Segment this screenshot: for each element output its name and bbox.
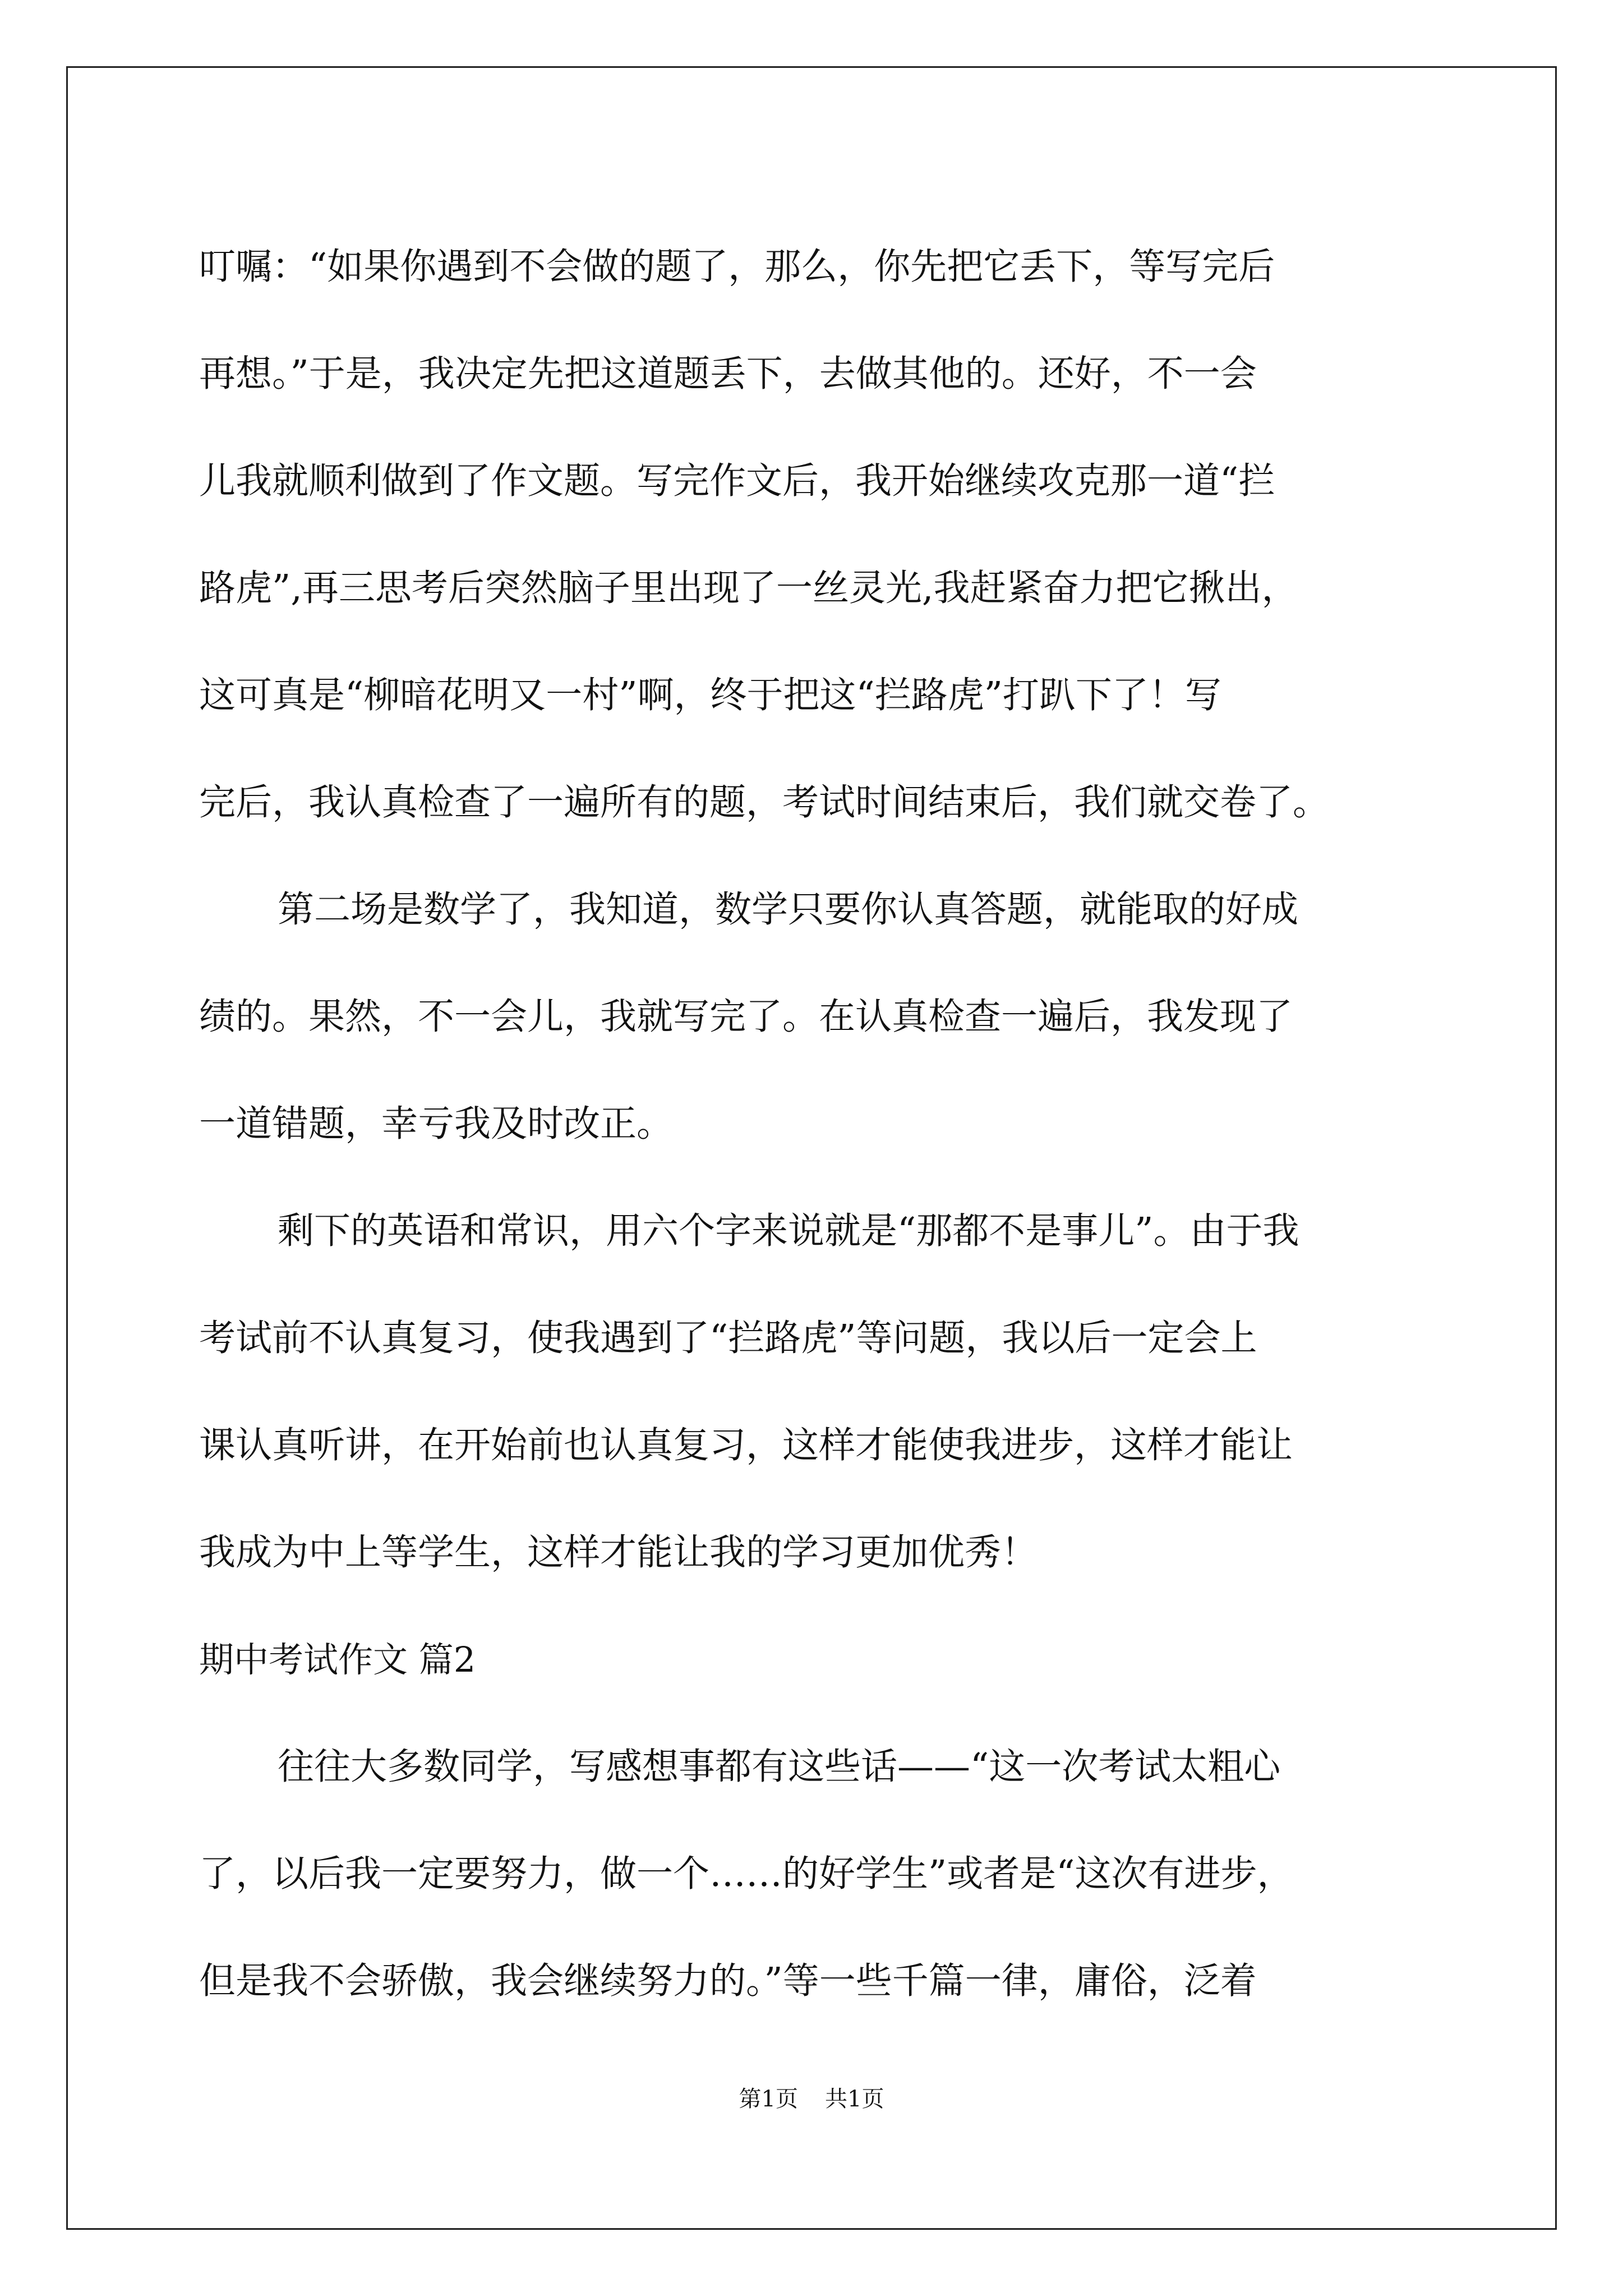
text-line: 考试前不认真复习，使我遇到了“拦路虎”等问题，我以后一定会上 <box>199 1317 1257 1359</box>
paragraph-start-line: 剩下的英语和常识，用六个字来说就是“那都不是事儿”。由于我 <box>278 1210 1299 1252</box>
text-line: 路虎”,再三思考后突然脑子里出现了一丝灵光,我赶紧奋力把它揪出， <box>199 567 1298 609</box>
section-heading: 期中考试作文 篇2 <box>199 1639 476 1680</box>
page-total-label: 共1页 <box>825 2086 884 2112</box>
page-footer <box>0 2082 1623 2116</box>
paragraph-start-line: 往往大多数同学，写感想事都有这些话——“这一次考试太粗心 <box>278 1746 1281 1788</box>
paragraph-start-line: 第二场是数学了，我知道，数学只要你认真答题，就能取的好成 <box>278 889 1299 931</box>
text-line: 我成为中上等学生，这样才能让我的学习更加优秀！ <box>199 1531 1038 1573</box>
text-line: 叮嘱：“如果你遇到不会做的题了，那么，你先把它丢下，等写完后 <box>199 246 1275 288</box>
text-line: 绩的。果然，不一会儿，我就写完了。在认真检查一遍后，我发现了 <box>199 996 1293 1038</box>
text-line: 再想。”于是，我决定先把这道题丢下，去做其他的。还好，不一会 <box>199 353 1257 395</box>
text-line: 但是我不会骄傲，我会继续努力的。”等一些千篇一律，庸俗，泛着 <box>199 1960 1257 2002</box>
page-number-label: 第1页 <box>739 2086 798 2112</box>
text-line: 课认真听讲，在开始前也认真复习，这样才能使我进步，这样才能让 <box>199 1424 1293 1466</box>
text-line: 完后，我认真检查了一遍所有的题，考试时间结束后，我们就交卷了。 <box>199 781 1330 823</box>
document-body <box>199 213 1433 2035</box>
text-line: 这可真是“柳暗花明又一村”啊，终于把这“拦路虎”打趴下了！写 <box>199 674 1221 716</box>
text-line: 了，以后我一定要努力，做一个……的好学生”或者是“这次有进步， <box>199 1853 1294 1895</box>
text-line: 儿我就顺利做到了作文题。写完作文后，我开始继续攻克那一道“拦 <box>199 460 1275 502</box>
text-line: 一道错题，幸亏我及时改正。 <box>199 1103 674 1145</box>
